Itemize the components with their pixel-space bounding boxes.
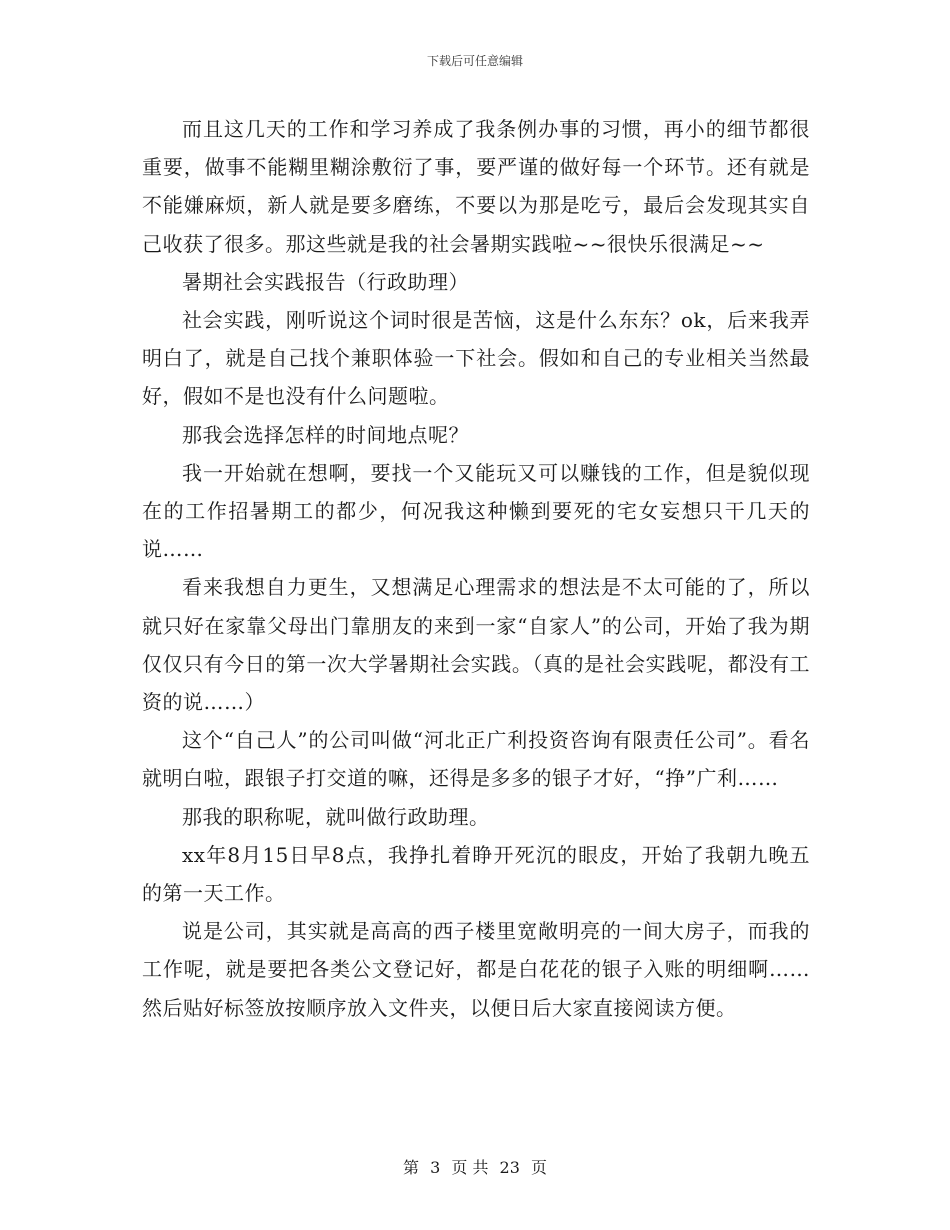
document-body — [142, 110, 810, 1027]
paragraph: 而且这几天的工作和学习养成了我条例办事的习惯，再小的细节都很重要，做事不能糊里糊涂敷衍了事，要严谨的做好每一个环节。还有就是不能嫌麻烦，新人就是要多磨练，不要以为那是吃亏，最后会发现其实自己收获了很多。那这些就是我的社会暑期实践啦~~很快乐很满足~~ — [142, 117, 810, 256]
paragraph: 那我会选择怎样的时间地点呢？ — [182, 422, 469, 447]
section-heading: 暑期社会实践报告（行政助理） — [182, 269, 469, 294]
paragraph: 看来我想自力更生，又想满足心理需求的想法是不太可能的了，所以就只好在家靠父母出门靠朋友的来到一家“自家人”的公司，开始了我为期仅仅只有今日的第一次大学暑期社会实践。（真的是社会实践呢，都没有工资的说……） — [142, 575, 810, 715]
current-page-number: 3 — [430, 1158, 441, 1177]
footer-prefix: 第 — [402, 1158, 419, 1177]
paragraph: 这个“自己人”的公司叫做“河北正广利投资咨询有限责任公司”。看名就明白啦，跟银子打交道的嘛，还得是多多的银子才好，“挣”广利…… — [142, 728, 810, 791]
total-page-count: 23 — [499, 1158, 520, 1177]
paragraph: xx年8月15日早8点，我挣扎着睁开死沉的眼皮，开始了我朝九晚五的第一天工作。 — [142, 842, 810, 906]
page-footer — [0, 1155, 950, 1178]
paragraph: 说是公司，其实就是高高的西子楼里宽敞明亮的一间大房子，而我的工作呢，就是要把各类公文登记好，都是白花花的银子入账的明细啊……然后贴好标签放按顺序放入文件夹，以便日后大家直接阅读方便。 — [142, 919, 810, 1020]
page-header: 下载后可任意编辑 — [426, 54, 523, 68]
paragraph: 那我的职称呢，就叫做行政助理。 — [182, 804, 490, 829]
paragraph: 社会实践，刚听说这个词时很是苦恼，这是什么东东？ok，后来我弄明白了，就是自己找个兼职体验一下社会。假如和自己的专业相关当然最好，假如不是也没有什么问题啦。 — [142, 308, 810, 409]
footer-suffix: 页 — [531, 1158, 548, 1177]
paragraph: 我一开始就在想啊，要找一个又能玩又可以赚钱的工作，但是貌似现在的工作招暑期工的都少，何况我这种懒到要死的宅女妄想只干几天的说…… — [142, 460, 810, 562]
footer-middle: 页 共 — [451, 1158, 489, 1177]
